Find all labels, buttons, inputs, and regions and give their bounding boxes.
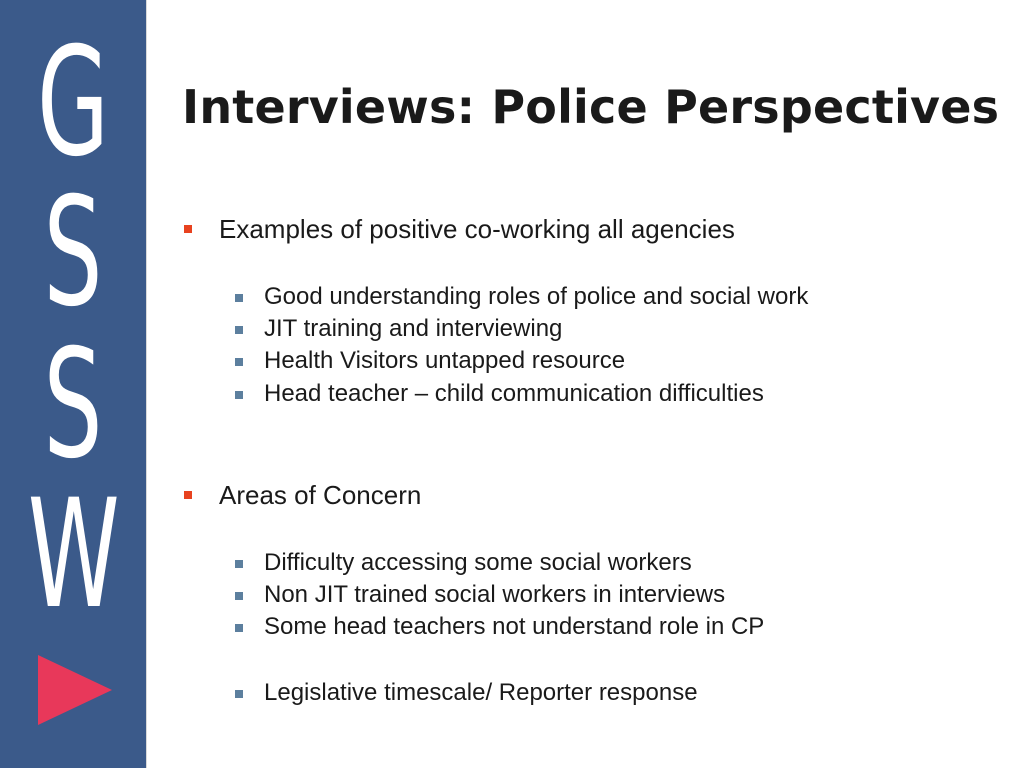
- list-item: Good understanding roles of police and social work: [264, 283, 809, 310]
- sub-bullet-square-icon: [235, 624, 243, 632]
- slide-title: Interviews: Police Perspectives: [182, 80, 1000, 134]
- bullet-square-icon: [184, 225, 192, 233]
- list-item: Non JIT trained social workers in interviews: [264, 581, 726, 608]
- sub-bullet-square-icon: [235, 326, 243, 334]
- sub-bullet-square-icon: [235, 560, 243, 568]
- sub-bullet-square-icon: [235, 391, 243, 399]
- logo-letter-w: W: [27, 468, 120, 642]
- list-item: Legislative timescale/ Reporter response: [264, 679, 698, 706]
- logo-letter-g: G: [36, 16, 110, 190]
- bullet-square-icon: [184, 491, 192, 499]
- sub-bullet-square-icon: [235, 592, 243, 600]
- play-arrow-icon: [38, 655, 112, 725]
- list-item: Health Visitors untapped resource: [264, 347, 626, 374]
- logo-sidebar: [0, 0, 147, 768]
- sub-bullet-square-icon: [235, 690, 243, 698]
- sub-bullet-square-icon: [235, 358, 243, 366]
- logo-letter-s: S: [43, 318, 103, 492]
- list-item: Some head teachers not understand role in CP: [264, 613, 765, 640]
- section-heading: Areas of Concern: [219, 480, 422, 510]
- list-item: Head teacher – child communication difficulties: [264, 380, 764, 407]
- list-item: JIT training and interviewing: [264, 315, 563, 342]
- sub-bullet-square-icon: [235, 294, 243, 302]
- logo-letter-s: S: [43, 166, 103, 340]
- list-item: Difficulty accessing some social workers: [264, 549, 692, 576]
- section-heading: Examples of positive co-working all agencies: [219, 214, 735, 244]
